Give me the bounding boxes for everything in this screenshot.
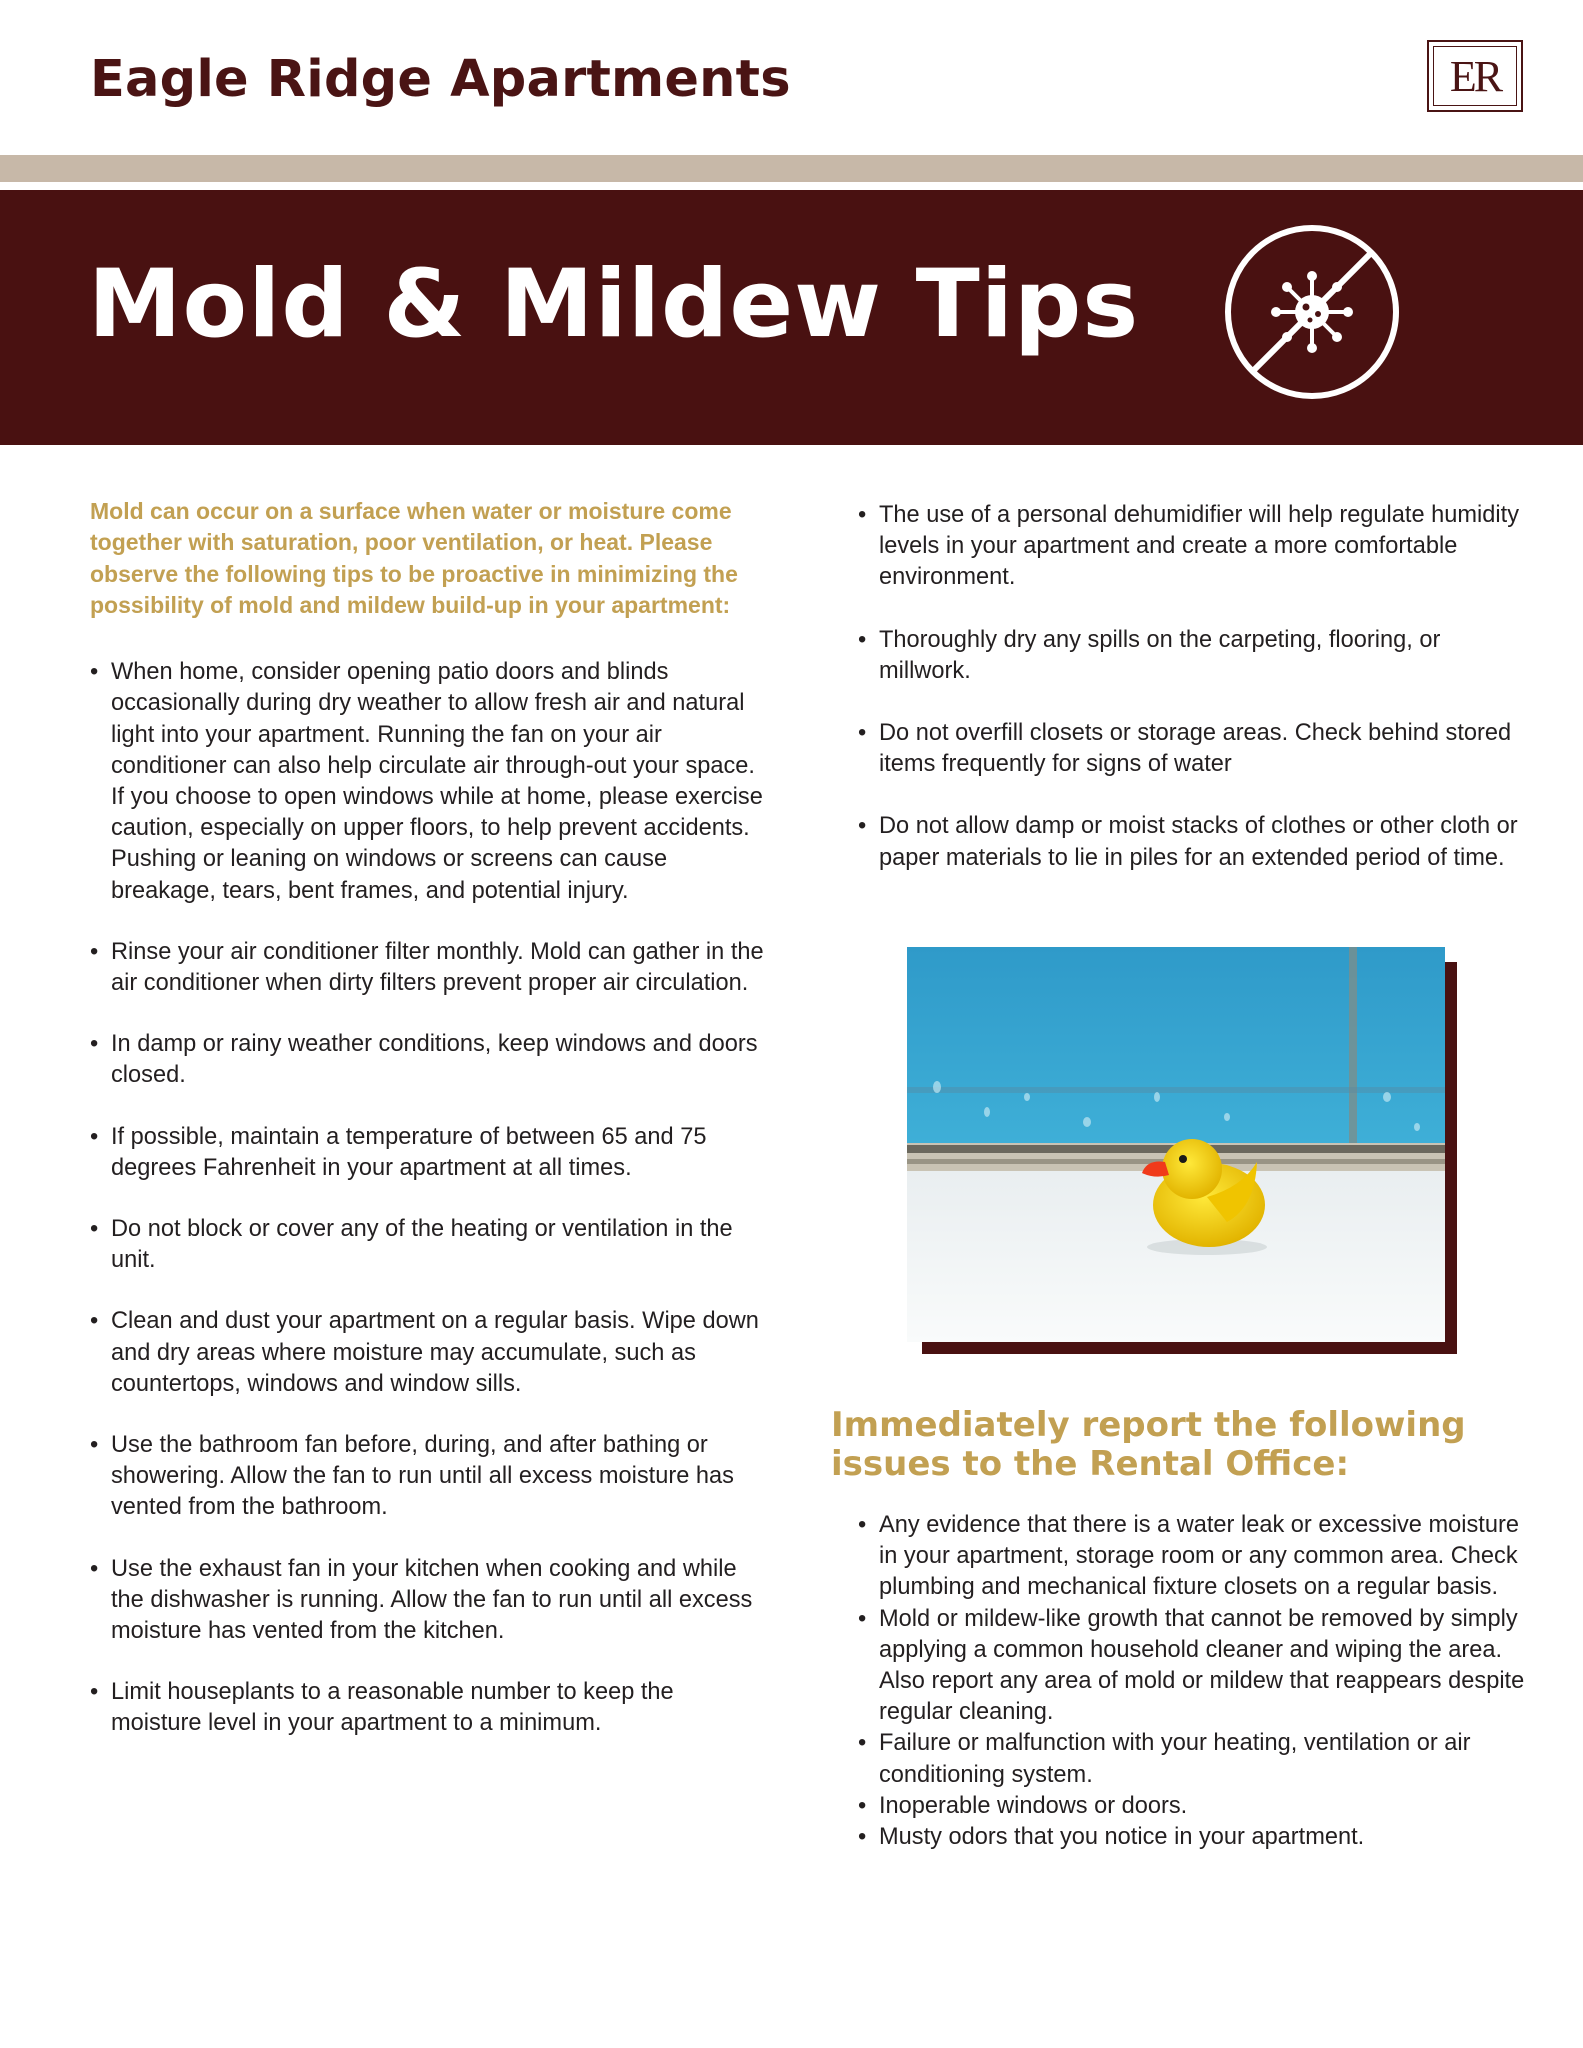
list-item bbox=[858, 500, 1528, 594]
bullet-icon: • bbox=[858, 1605, 867, 1632]
list-item bbox=[90, 1029, 770, 1091]
list-item bbox=[90, 1554, 770, 1648]
tips-list-right bbox=[858, 500, 1528, 874]
no-mold-icon bbox=[1222, 222, 1402, 402]
tip-text: Clean and dust your apartment on a regular basis. Wipe down and dry areas where moisture may accumulate, such as countertops, windows and window sills. bbox=[111, 1308, 759, 1397]
list-item bbox=[90, 937, 770, 999]
report-list bbox=[858, 1510, 1528, 1853]
report-text: Inoperable windows or doors. bbox=[879, 1792, 1188, 1819]
logo-monogram: ER bbox=[1433, 46, 1517, 106]
left-column bbox=[90, 496, 770, 1770]
report-text: Any evidence that there is a water leak or excessive moisture in your apartment, storage room or any common area. Check plumbing and mechanical fixture closets on a regular basis. bbox=[879, 1512, 1519, 1601]
bullet-icon: • bbox=[90, 938, 99, 965]
bullet-icon: • bbox=[90, 1432, 99, 1459]
list-item bbox=[90, 1430, 770, 1524]
bullet-icon: • bbox=[858, 626, 867, 653]
list-item bbox=[858, 1728, 1528, 1790]
list-item bbox=[858, 1510, 1528, 1604]
tip-text: Rinse your air conditioner filter monthly. Mold can gather in the air conditioner when dirty filters prevent proper air circulation. bbox=[111, 938, 764, 997]
tip-text: Do not overfill closets or storage areas. Check behind stored items frequently for signs of water bbox=[879, 720, 1512, 778]
tips-list-left bbox=[90, 657, 770, 1739]
tip-text: Limit houseplants to a reasonable number to keep the moisture level in your apartment to a minimum. bbox=[111, 1679, 674, 1737]
bullet-icon: • bbox=[90, 1123, 99, 1150]
list-item bbox=[90, 1677, 770, 1739]
bullet-icon: • bbox=[90, 1031, 99, 1058]
page-header bbox=[0, 0, 1583, 155]
brand-logo bbox=[1427, 40, 1523, 112]
list-item bbox=[90, 657, 770, 907]
list-item bbox=[90, 1214, 770, 1276]
list-item bbox=[858, 1604, 1528, 1729]
right-column bbox=[858, 500, 1528, 905]
bullet-icon: • bbox=[858, 1824, 867, 1851]
tip-text: If possible, maintain a temperature of between 65 and 75 degrees Fahrenheit in your apartment at all times. bbox=[111, 1123, 707, 1181]
header-divider bbox=[0, 155, 1583, 182]
bullet-icon: • bbox=[858, 720, 867, 747]
tip-text: Use the exhaust fan in your kitchen when cooking and while the dishwasher is running. Allow the fan to run until all excess moisture has vented from the kitchen. bbox=[111, 1555, 753, 1645]
list-item bbox=[858, 718, 1528, 780]
tip-text: Do not block or cover any of the heating or ventilation in the unit. bbox=[111, 1216, 733, 1274]
tip-text: Do not allow damp or moist stacks of clothes or other cloth or paper materials to lie in piles for an extended period of time. bbox=[879, 813, 1518, 871]
brand-name: Eagle Ridge Apartments bbox=[90, 50, 791, 109]
bullet-icon: • bbox=[90, 1679, 99, 1706]
bullet-icon: • bbox=[90, 659, 99, 686]
bullet-icon: • bbox=[858, 502, 867, 528]
tip-text: The use of a personal dehumidifier will help regulate humidity levels in your apartment and create a more comfortable environment. bbox=[879, 502, 1520, 591]
list-item bbox=[90, 1122, 770, 1184]
report-heading: Immediately report the following issues to the Rental Office: bbox=[831, 1405, 1466, 1484]
list-item bbox=[858, 625, 1528, 687]
report-text: Mold or mildew-like growth that cannot be removed by simply applying a common household cleaner and wiping the area. Also report any area of mold or mildew that reappears despite regular cleaning. bbox=[879, 1605, 1525, 1726]
page-title: Mold & Mildew Tips bbox=[88, 250, 1140, 359]
list-item bbox=[858, 1822, 1528, 1853]
tip-text: When home, consider opening patio doors and blinds occasionally during dry weather to allow fresh air and natural light into your apartment. Running the fan on your air conditioner can also help circulate air through-out your space. If you choose to open windows while at home, please exercise caution, especially on upper floors, to help prevent accidents. Pushing or leaning on windows or screens can cause breakage, tears, bent frames, and potential injury. bbox=[111, 659, 763, 904]
bullet-icon: • bbox=[858, 1792, 867, 1819]
list-item bbox=[858, 811, 1528, 873]
bullet-icon: • bbox=[858, 813, 867, 840]
list-item bbox=[90, 1306, 770, 1400]
rubber-duck-photo bbox=[907, 947, 1445, 1342]
bullet-icon: • bbox=[858, 1730, 867, 1757]
bullet-icon: • bbox=[858, 1512, 867, 1538]
intro-paragraph: Mold can occur on a surface when water or moisture come together with saturation, poor ventilation, or heat. Please observe the following tips to be proactive in minimizing the possibility of mold and mildew build-up in your apartment: bbox=[90, 498, 738, 618]
list-item bbox=[858, 1791, 1528, 1822]
report-text: Musty odors that you notice in your apartment. bbox=[879, 1824, 1365, 1851]
tip-text: Use the bathroom fan before, during, and after bathing or showering. Allow the fan to run until all excess moisture has vented from the bathroom. bbox=[111, 1432, 734, 1521]
report-section bbox=[858, 1510, 1528, 1853]
bullet-icon: • bbox=[90, 1555, 99, 1582]
bullet-icon: • bbox=[90, 1216, 99, 1243]
report-text: Failure or malfunction with your heating, ventilation or air conditioning system. bbox=[879, 1730, 1471, 1788]
tip-text: In damp or rainy weather conditions, keep windows and doors closed. bbox=[111, 1031, 758, 1089]
tip-text: Thoroughly dry any spills on the carpeting, flooring, or millwork. bbox=[879, 626, 1441, 684]
bullet-icon: • bbox=[90, 1308, 99, 1335]
